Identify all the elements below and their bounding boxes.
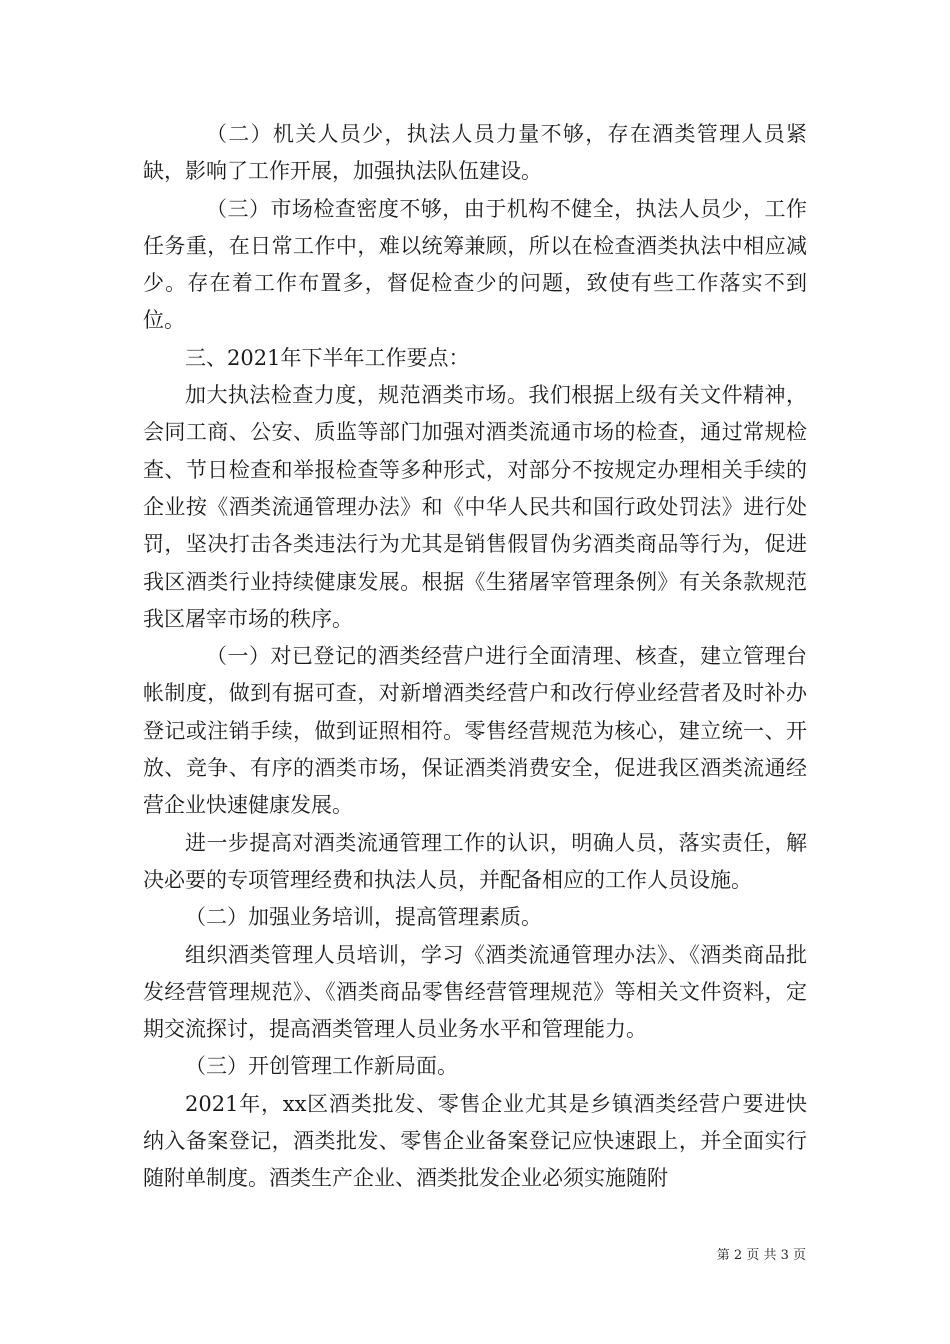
subheading-new-situation: （三）开创管理工作新局面。 [185,1054,458,1079]
paragraph-inspection-density: （三）市场检查密度不够，由于机构不健全，执法人员少，工作任务重，在日常工作中，难以统筹兼顾，所以在检查酒类执法中相应减少。存在着工作布置多，督促检查少的问题，致使有些工作落实不到位。 [143,196,807,333]
subheading-training: （二）加强业务培训，提高管理素质。 [185,905,542,930]
paragraph-enforcement: 加大执法检查力度，规范酒类市场。我们根据上级有关文件精神，会同工商、公安、质监等部门加强对酒类流通市场的检查，通过常规检查、节日检查和举报检查等多种形式，对部分不按规定办理相关手续的企业按《酒类流通管理办法》和《中华人民共和国行政处罚法》进行处罚，坚决打击各类违法行为尤其是销售假冒伪劣酒类商品等行为，促进我区酒类行业持续健康发展。根据《生猪屠宰管理条例》有关条款规范我区屠宰市场的秩序。 [143,383,807,631]
document-body [143,116,807,1198]
paragraph-training: 组织酒类管理人员培训，学习《酒类流通管理办法》、《酒类商品批发经营管理规范》、《酒类商品零售经营管理规范》等相关文件资料，定期交流探讨，提高酒类管理人员业务水平和管理能力。 [143,942,807,1042]
paragraph-registration: （一）对已登记的酒类经营户进行全面清理、核查，建立管理台帐制度，做到有据可查，对新增酒类经营户和改行停业经营者及时补办登记或注销手续，做到证照相符。零售经营规范为核心，建立统一、开放、竞争、有序的酒类市场，保证酒类消费安全，促进我区酒类流通经营企业快速健康发展。 [143,644,807,818]
section-heading-work-points: 三、2021年下半年工作要点： [185,345,470,370]
paragraph-awareness: 进一步提高对酒类流通管理工作的认识，明确人员，落实责任，解决必要的专项管理经费和执法人员，并配备相应的工作人员设施。 [143,830,807,892]
paragraph-staff-shortage: （二）机关人员少，执法人员力量不够，存在酒类管理人员紧缺，影响了工作开展，加强执法队伍建设。 [143,122,807,184]
paragraph-filing: 2021年，xx区酒类批发、零售企业尤其是乡镇酒类经营户要进快纳入备案登记，酒类批发、零售企业备案登记应快速跟上，并全面实行随附单制度。酒类生产企业、酒类批发企业必须实施随附 [143,1091,807,1191]
page-number: 第 2 页 共 3 页 [716,1248,806,1263]
